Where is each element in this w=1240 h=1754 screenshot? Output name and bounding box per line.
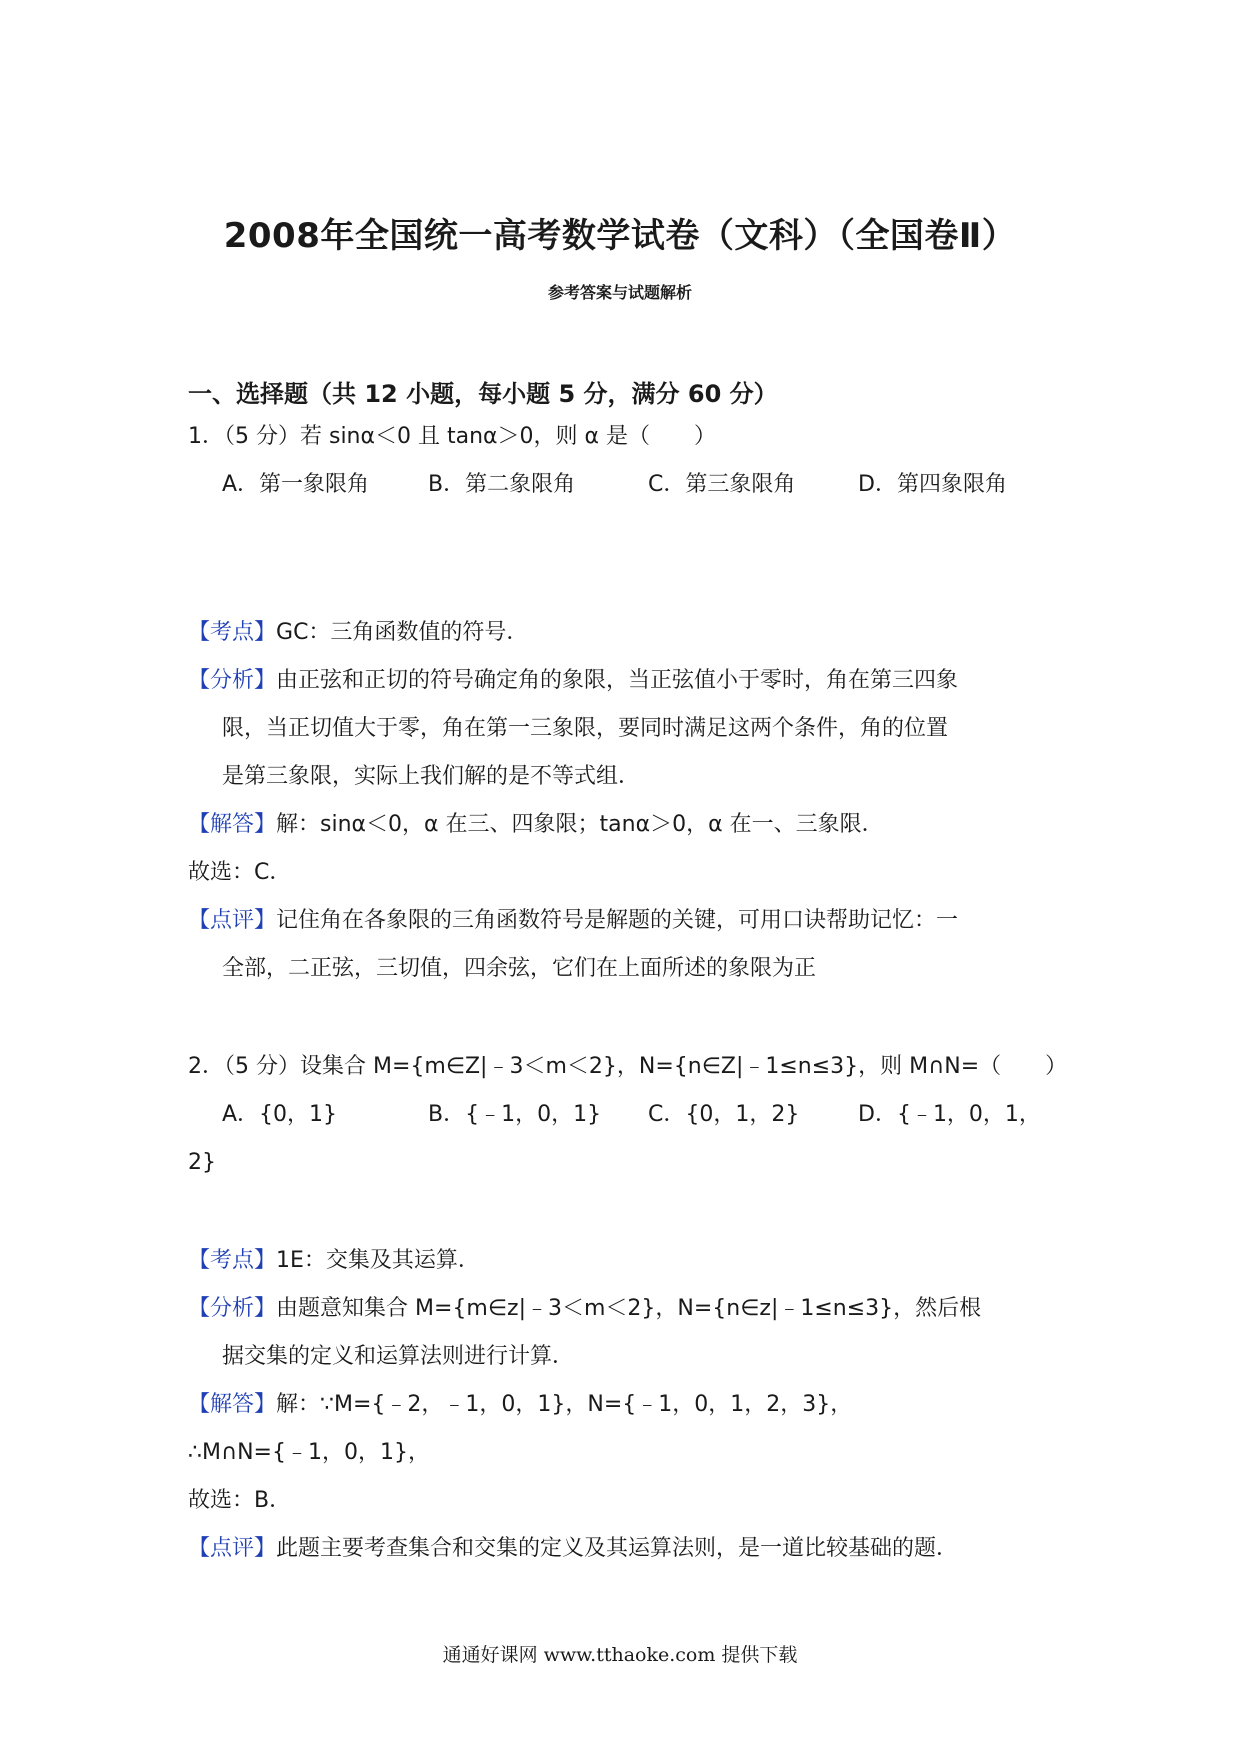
section-heading: 一、选择题（共 12 小题，每小题 5 分，满分 60 分） [188,380,778,408]
q2-jieda [188,1390,852,1420]
q2-stem: 2．（5 分）设集合 M={m∈Z|﹣3＜m＜2}，N={n∈Z|﹣1≤n≤3}，则 M∩N=（ ） [188,1054,1068,1079]
q2-fenxi-line1: 由题意知集合 M={m∈z|﹣3＜m＜2}，N={n∈z|﹣1≤n≤3}，然后根 [276,1296,982,1321]
q2-option-b: B．{﹣1，0，1} [428,1102,602,1127]
q1-dianping [188,906,958,936]
q1-option-d: D．第四象限角 [858,472,1007,497]
q1-fenxi-line3: 是第三象限，实际上我们解的是不等式组． [222,764,641,789]
q1-stem: 1．（5 分）若 sinα＜0 且 tanα＞0，则 α 是（ ） [188,424,717,449]
q1-fenxi [188,666,958,696]
q1-kaodian-tag: 【考点】 [188,620,277,645]
q2-fenxi-line2: 据交集的定义和运算法则进行计算． [222,1344,575,1369]
q1-option-b: B．第二象限角 [428,472,576,497]
q1-dianping-line2: 全部，二正弦，三切值，四余弦，它们在上面所述的象限为正 [222,956,817,981]
q2-jieda-text: 解：∵M={﹣2，﹣1，0，1}，N={﹣1，0，1，2，3}， [276,1392,853,1417]
q2-jieda-tag: 【解答】 [188,1392,277,1417]
q1-dianping-tag: 【点评】 [188,908,277,933]
q1-fenxi-tag: 【分析】 [188,668,277,693]
q2-kaodian-tag: 【考点】 [188,1248,277,1273]
q1-jieda-text: 解：sinα＜0，α 在三、四象限；tanα＞0，α 在一、三象限． [276,812,884,837]
q2-option-a: A．{0，1} [222,1102,338,1127]
q1-jieda-tag: 【解答】 [188,812,277,837]
q2-jieda-line2: ∴M∩N={﹣1，0，1}， [188,1440,430,1465]
q1-answer: 故选：C． [188,860,292,885]
q2-option-d-wrap: 2} [188,1150,216,1175]
q2-answer: 故选：B． [188,1488,292,1513]
q2-kaodian [188,1246,480,1276]
q1-fenxi-line2: 限，当正切值大于零，角在第一三象限，要同时满足这两个条件，角的位置 [222,716,949,741]
q1-dianping-line1: 记住角在各象限的三角函数符号是解题的关键，可用口诀帮助记忆：一 [276,908,959,933]
q2-option-c: C．{0，1，2} [648,1102,800,1127]
q1-kaodian [188,618,528,648]
q1-option-a: A．第一象限角 [222,472,370,497]
q2-dianping [188,1534,958,1564]
q1-jieda [188,810,884,840]
q2-fenxi-tag: 【分析】 [188,1296,277,1321]
q2-kaodian-text: 1E：交集及其运算． [276,1248,480,1273]
footer-text: 通通好课网 www.tthaoke.com 提供下载 [442,1644,798,1666]
q2-option-d: D．{﹣1，0，1， [858,1102,1041,1127]
q1-fenxi-line1: 由正弦和正切的符号确定角的象限，当正弦值小于零时，角在第三四象 [276,668,959,693]
q2-dianping-line1: 此题主要考查集合和交集的定义及其运算法则，是一道比较基础的题． [276,1536,959,1561]
page-title: 2008年全国统一高考数学试卷（文科）（全国卷Ⅱ） [223,216,1017,256]
q1-option-c: C．第三象限角 [648,472,796,497]
page-subtitle: 参考答案与试题解析 [547,283,692,302]
q1-kaodian-text: GC：三角函数值的符号． [276,620,529,645]
q2-dianping-tag: 【点评】 [188,1536,277,1561]
q2-fenxi [188,1294,981,1324]
